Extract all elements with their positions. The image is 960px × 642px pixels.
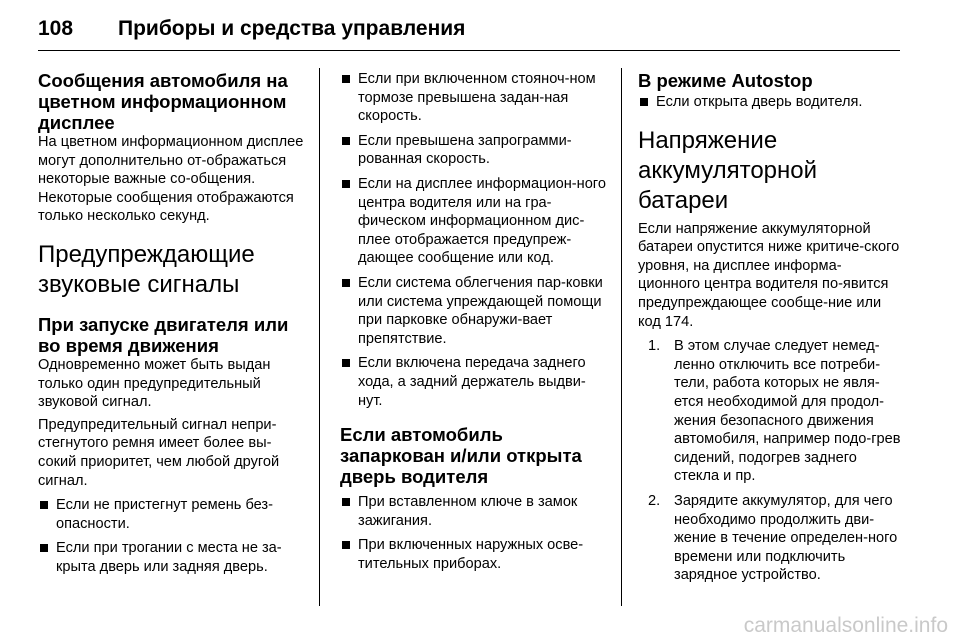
step-number: 2. <box>648 492 661 509</box>
section-title-engine-start: При запуске двигателя или во время движения <box>38 313 289 356</box>
page-header <box>38 10 900 51</box>
list-item: Если не пристегнут ремень без-опасности. <box>38 496 306 533</box>
list-item: Если открыта дверь водителя. <box>638 93 902 112</box>
autostop-bullets <box>638 93 902 112</box>
section-title-autostop: В режиме Autostop <box>638 70 813 91</box>
column-3 <box>638 70 902 585</box>
page-number: 108 <box>38 17 74 40</box>
step-text: Зарядите аккумулятор, для чего необходимо продолжить дви-жение в течение определен-ного времени или подключить зарядное устройство. <box>674 492 898 584</box>
engine-start-bullets <box>38 496 306 576</box>
list-item: При вставленном ключе в замок зажигания. <box>340 493 606 530</box>
step-text: В этом случае следует немед-ленно отключить все потреби-тели, работа которых не явля-ется необходимой для продол-жения безопасного движения автомобиля, например подо-грев сидений, подогрев заднего стекла и пр. <box>674 338 901 485</box>
driving-bullets <box>340 70 606 410</box>
list-item: Если система облегчения пар-ковки или система упреждающей помощи при парковке обнаружи-вает препятствие. <box>340 274 606 348</box>
list-item <box>648 337 902 486</box>
column-2 <box>340 70 606 573</box>
battery-steps <box>638 337 902 585</box>
watermark: carmanualsonline.info <box>743 614 948 637</box>
section-title-vehicle-messages: Сообщения автомобиля на цветном информационном дисплее <box>38 70 288 133</box>
list-item: Если при включенном стояноч-ном тормозе превышена задан-ная скорость. <box>340 70 606 126</box>
step-number: 1. <box>648 338 661 355</box>
column-divider-1 <box>319 68 320 606</box>
section-title-battery-voltage: Напряжение аккумуляторной батареи <box>638 126 818 214</box>
vehicle-messages-text: На цветном информационном дисплее могут дополнительно от-ображаться некоторые важные со-общения. Некоторые сообщения отображаются только несколько секунд. <box>38 134 304 225</box>
column-divider-2 <box>621 68 622 606</box>
list-item: При включенных наружных осве-тительных приборах. <box>340 536 606 573</box>
list-item: Если включена передача заднего хода, а задний держатель выдви-нут. <box>340 354 606 410</box>
section-title-parked: Если автомобиль запаркован и/или открыта дверь водителя <box>340 424 582 488</box>
section-title-warning-chimes: Предупреждающие звуковые сигналы <box>38 240 255 298</box>
parked-bullets <box>340 493 606 573</box>
list-item: Если превышена запрограмми-рованная скорость. <box>340 132 606 169</box>
column-1 <box>38 70 306 577</box>
list-item <box>648 492 902 585</box>
list-item: Если при трогании с места не за-крыта дверь или задняя дверь. <box>38 539 306 576</box>
page-title: Приборы и средства управления <box>118 17 466 40</box>
engine-start-text-2: Предупредительный сигнал непри-стегнутого ремня имеет более вы-сокий приоритет, чем любой другой сигнал. <box>38 416 280 489</box>
engine-start-text-1: Одновременно может быть выдан только один предупредительный звуковой сигнал. <box>38 356 271 411</box>
list-item: Если на дисплее информацион-ного центра водителя или на гра-фическом информационном дис-плее отображается предупреж-дающее сообщение или код. <box>340 175 606 268</box>
battery-voltage-text: Если напряжение аккумуляторной батареи опустится ниже критиче-ского уровня, на дисплее информа-ционного центра водителя по-явится предупреждающее сообще-ние или код 174. <box>638 220 900 330</box>
